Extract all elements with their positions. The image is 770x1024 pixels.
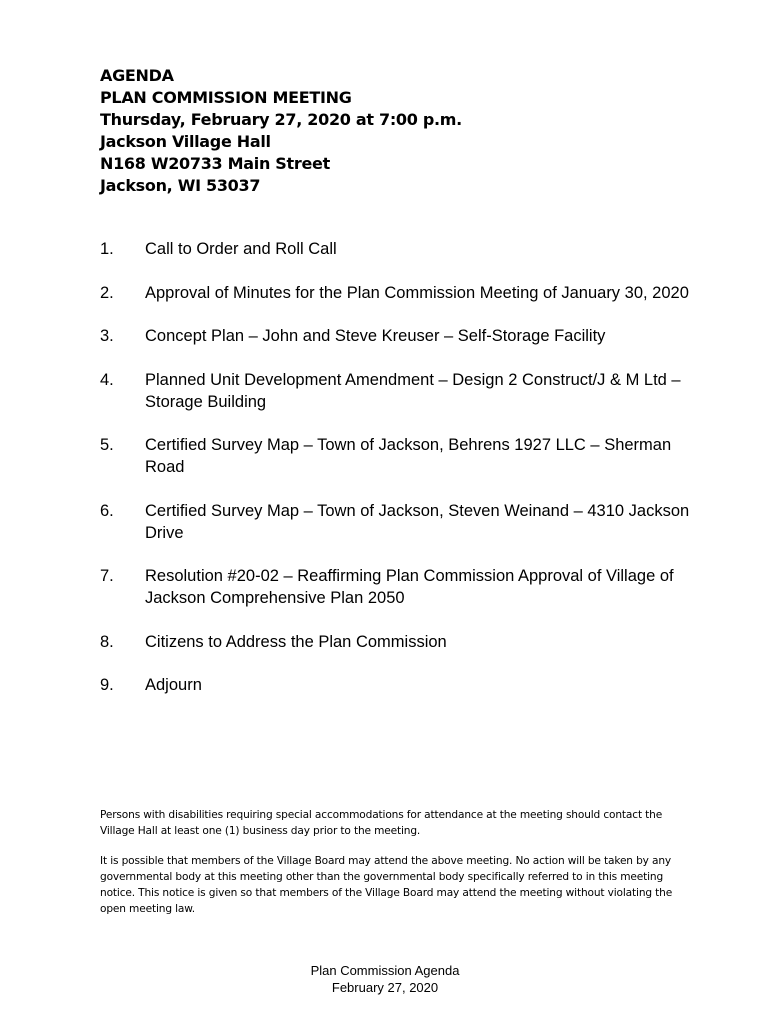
agenda-item-number: 8. <box>100 632 114 651</box>
header-street-address: N168 W20733 Main Street <box>100 154 330 173</box>
agenda-item <box>100 282 700 304</box>
header-date-time: Thursday, February 27, 2020 at 7:00 p.m. <box>100 110 462 129</box>
agenda-item-text: Resolution #20-02 – Reaffirming Plan Commission Approval of Village of Jackson Comprehensive Plan 2050 <box>145 567 674 607</box>
agenda-item-text: Concept Plan – John and Steve Kreuser – Self-Storage Facility <box>145 327 606 345</box>
meeting-header <box>100 65 700 197</box>
board-attendance-notice: It is possible that members of the Village Board may attend the above meeting. No action will be taken by any governmental body at this meeting other than the governmental body specifically referred to in this meeting notice. This notice is given so that members of the Village Board may attend the meeting without violating the open meeting law. <box>100 855 673 915</box>
header-venue: Jackson Village Hall <box>100 132 271 151</box>
agenda-item <box>100 631 700 653</box>
agenda-item <box>100 674 700 696</box>
accessibility-notice: Persons with disabilities requiring special accommodations for attendance at the meeting should contact the Village Hall at least one (1) business day prior to the meeting. <box>100 809 663 837</box>
page-footer <box>285 962 485 996</box>
agenda-item <box>100 238 700 260</box>
meeting-notices <box>100 807 680 931</box>
agenda-item <box>100 369 700 413</box>
agenda-item-number: 9. <box>100 676 114 694</box>
agenda-item <box>100 325 700 347</box>
agenda-item-number: 7. <box>100 567 114 585</box>
agenda-item-text: Citizens to Address the Plan Commission <box>145 632 447 651</box>
agenda-item-number: 5. <box>100 436 114 454</box>
agenda-item <box>100 434 700 478</box>
agenda-item-text: Approval of Minutes for the Plan Commission Meeting of January 30, 2020 <box>145 283 689 302</box>
agenda-list <box>100 238 700 718</box>
agenda-item-text: Certified Survey Map – Town of Jackson, Steven Weinand – 4310 Jackson Drive <box>145 501 690 542</box>
agenda-item-number: 4. <box>100 370 114 389</box>
footer-title: Plan Commission Agenda <box>310 963 460 978</box>
agenda-item-number: 6. <box>100 501 114 520</box>
agenda-item-number: 2. <box>100 283 114 302</box>
agenda-item <box>100 565 700 609</box>
header-title: AGENDA <box>100 66 174 85</box>
agenda-item-text: Call to Order and Roll Call <box>145 240 337 258</box>
header-meeting-name: PLAN COMMISSION MEETING <box>100 88 352 107</box>
agenda-item-number: 1. <box>100 240 114 258</box>
agenda-item-number: 3. <box>100 327 114 345</box>
agenda-item-text: Adjourn <box>145 676 202 694</box>
agenda-item-text: Certified Survey Map – Town of Jackson, Behrens 1927 LLC – Sherman Road <box>145 436 672 476</box>
agenda-item <box>100 500 700 544</box>
agenda-item-text: Planned Unit Development Amendment – Design 2 Construct/J & M Ltd – Storage Building <box>145 370 681 411</box>
footer-date: February 27, 2020 <box>331 980 439 995</box>
header-city-state-zip: Jackson, WI 53037 <box>100 176 261 195</box>
